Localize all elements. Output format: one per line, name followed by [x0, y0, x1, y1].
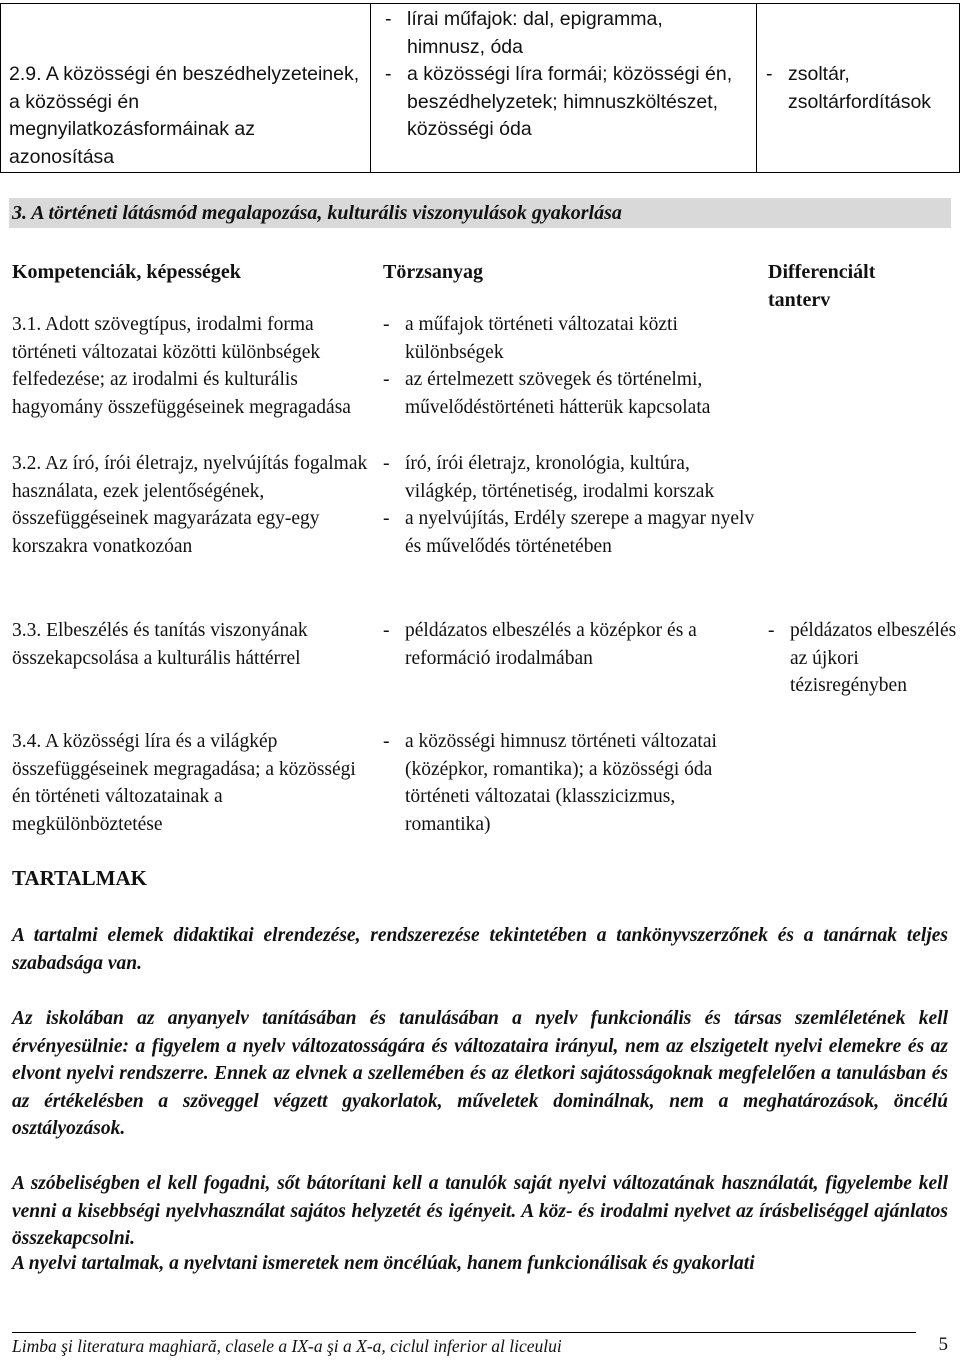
core-item: - a műfajok történeti változatai közti különbségek: [383, 311, 763, 366]
core-item: - a közösségi himnusz történeti változatai (középkor, romantika); a közösségi óda történeti változatai (klasszicizmus, romantika): [383, 728, 763, 839]
competence-3-3: 3.3. Elbeszélés és tanítás viszonyának összekapcsolása a kulturális háttérrel: [12, 620, 308, 669]
competence-3-2: 3.2. Az író, írói életrajz, nyelvújítás fogalmak használata, ezek jelentőségének, összefüggéseinek magyarázata egy-egy korszakra vonatkozóan: [12, 453, 368, 558]
paragraph-2: Az iskolában az anyanyelv tanításában és tanulásában a nyelv funkcionális és társas szemléletének kell érvényesülnie: a figyelem a nyelv változatosságára és változataira irányul, nem az elszigetelt nyelvi elemekre és az elvont nyelvi rendszerre. Ennek az elvnek a szellemében és az életkori sajátosságoknak megfelelően a tanulásban és az értékelésben a szöveggel végzett gyakorlatok, műveletek dominálnak, nem a meghatározások, öncélú osztályozások.: [12, 1008, 948, 1140]
competence-3-4: 3.4. A közösségi líra és a világkép összefüggéseinek megragadása; a közösségi én történeti változatainak a megkülönböztetése: [12, 731, 356, 836]
core-item: - író, írói életrajz, kronológia, kultúra, világkép, történetiség, irodalmi korszak: [383, 450, 763, 505]
core-list: [385, 6, 745, 144]
diff-list: [766, 61, 951, 116]
footer-divider: [12, 1332, 916, 1333]
competence-2-9: 2.9. A közösségi én beszédhelyzeteinek, a közösségi én megnyilatkozásformáinak az azonosítása: [9, 63, 360, 168]
core-3-4: [383, 728, 763, 839]
diff-item: - zsoltár, zsoltárfordítások: [766, 61, 951, 116]
core-3-1: [383, 311, 763, 422]
footer-text: Limba şi literatura maghiară, clasele a IX-a şi a X-a, ciclul inferior al liceului: [12, 1336, 562, 1356]
page-number: 5: [938, 1334, 948, 1355]
header-competences: Kompetenciák, képességek: [12, 261, 241, 283]
section-title: 3. A történeti látásmód megalapozása, kulturális viszonyulások gyakorlása: [12, 202, 622, 224]
core-3-3: [383, 617, 763, 672]
core-item: - a közösségi líra formái; közösségi én, beszédhelyzetek; himnuszköltészet, közösségi óda: [385, 61, 745, 144]
core-item: - a nyelvújítás, Erdély szerepe a magyar nyelv és művelődés történetében: [383, 505, 763, 560]
core-item: - az értelmezett szövegek és történelmi, művelődéstörténeti hátterük kapcsolata: [383, 366, 763, 421]
paragraph-1: A tartalmi elemek didaktikai elrendezése, rendszerezése tekintetében a tankönyvszerzőnek és a tanárnak teljes szabadsága van.: [12, 925, 948, 974]
competence-3-1: 3.1. Adott szövegtípus, irodalmi forma történeti változatai közötti különbségek felfedezése; az irodalmi és kulturális hagyomány összefüggéseinek megragadása: [12, 314, 351, 419]
header-differentiated: [768, 258, 875, 314]
core-3-2: [383, 450, 763, 561]
diff-3-3: [768, 617, 958, 700]
core-item: - lírai műfajok: dal, epigramma, himnusz, óda: [385, 6, 745, 61]
top-table: [0, 3, 960, 173]
header-differentiated-line2: tanterv: [768, 289, 831, 311]
paragraph-3: A szóbeliségben el kell fogadni, sőt bátorítani kell a tanulók saját nyelvi változatának használatát, figyelembe kell venni a kisebbségi nyelvhasználat sajátos helyzetét és igényeit. A köz- és irodalmi nyelvet az írásbeliséggel ajánlatos összekapcsolni.: [12, 1173, 948, 1250]
tartalmak-heading: TARTALMAK: [12, 866, 147, 890]
core-item: - példázatos elbeszélés a középkor és a reformáció irodalmában: [383, 617, 763, 672]
header-differentiated-line1: Differenciált: [768, 261, 876, 283]
header-core: Törzsanyag: [383, 261, 483, 283]
diff-item: - példázatos elbeszélés az újkori tézisregényben: [768, 617, 958, 700]
paragraph-4: A nyelvi tartalmak, a nyelvtani ismeretek nem öncélúak, hanem funkcionálisak és gyakorlati: [12, 1253, 755, 1274]
